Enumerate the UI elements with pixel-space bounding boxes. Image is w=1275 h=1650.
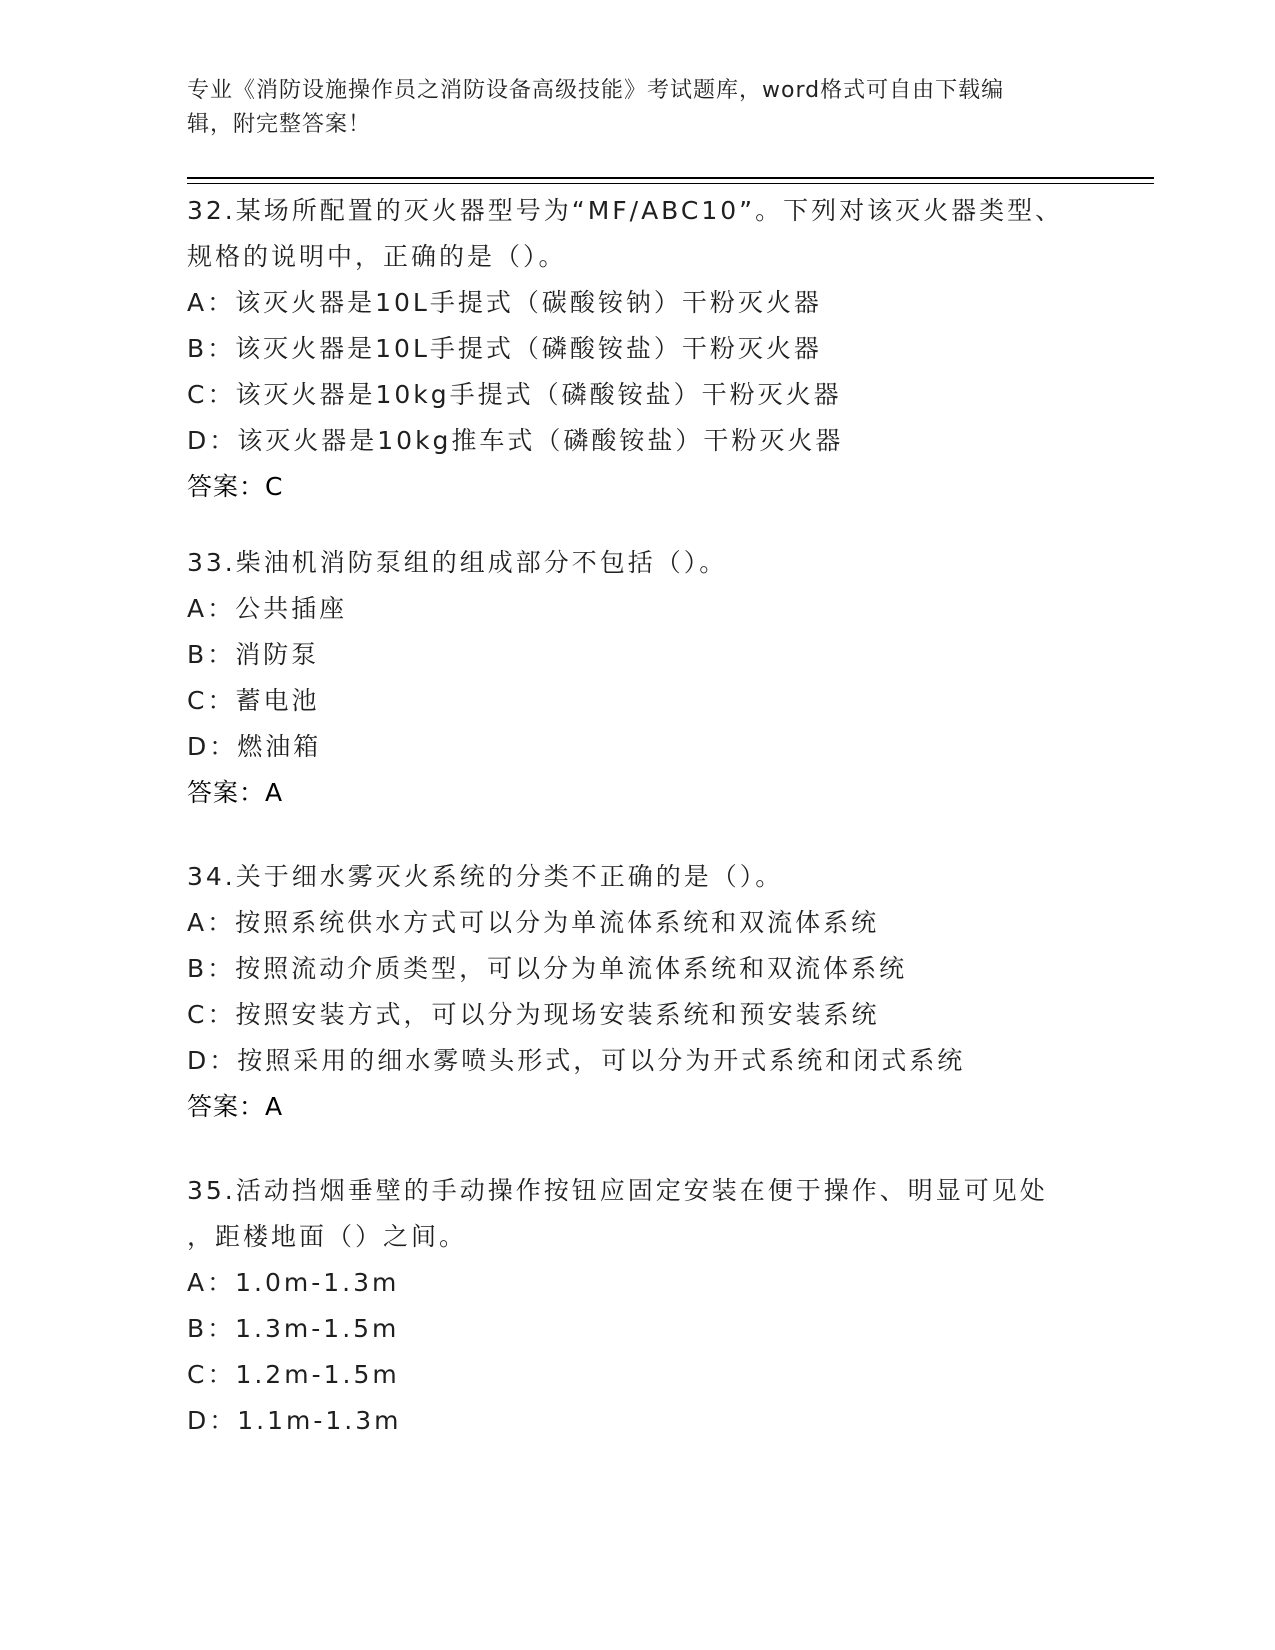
option-d: D：该灭火器是10kg推车式（磷酸铵盐）干粉灭火器 <box>187 426 844 455</box>
option-a: A：该灭火器是10L手提式（碳酸铵钠）干粉灭火器 <box>187 288 822 317</box>
answer-line: 答案：A <box>187 1092 284 1121</box>
option-a: A：按照系统供水方式可以分为单流体系统和双流体系统 <box>187 908 880 937</box>
question-33 <box>187 540 1087 816</box>
question-text-line: 35.活动挡烟垂壁的手动操作按钮应固定安装在便于操作、明显可见处 <box>187 1176 1048 1205</box>
option-d: D：燃油箱 <box>187 732 322 761</box>
header-divider-thin <box>187 183 1154 184</box>
header-line-1: 专业《消防设施操作员之消防设备高级技能》考试题库，word格式可自由下载编 <box>187 78 1005 103</box>
option-b: B：按照流动介质类型，可以分为单流体系统和双流体系统 <box>187 954 908 983</box>
question-34 <box>187 854 1087 1130</box>
question-text-line: 34.关于细水雾灭火系统的分类不正确的是（）。 <box>187 862 784 891</box>
question-35 <box>187 1168 1087 1444</box>
option-d: D：按照采用的细水雾喷头形式，可以分为开式系统和闭式系统 <box>187 1046 966 1075</box>
question-text-line: 32.某场所配置的灭火器型号为“MF/ABC10”。下列对该灭火器类型、 <box>187 196 1064 225</box>
question-text-line: 规格的说明中，正确的是（）。 <box>187 242 567 271</box>
header-line-2: 辑，附完整答案！ <box>187 112 372 137</box>
document-header <box>187 74 1087 142</box>
option-c: C：该灭火器是10kg手提式（磷酸铵盐）干粉灭火器 <box>187 380 842 409</box>
question-text-line: 33.柴油机消防泵组的组成部分不包括（）。 <box>187 548 728 577</box>
option-c: C：按照安装方式，可以分为现场安装系统和预安装系统 <box>187 1000 880 1029</box>
option-d: D：1.1m-1.3m <box>187 1406 402 1435</box>
question-32 <box>187 188 1087 510</box>
option-a: A：1.0m-1.3m <box>187 1268 400 1297</box>
header-divider-thick <box>187 177 1154 179</box>
option-b: B：消防泵 <box>187 640 320 669</box>
answer-line: 答案：A <box>187 778 284 807</box>
option-b: B：1.3m-1.5m <box>187 1314 400 1343</box>
option-c: C：蓄电池 <box>187 686 320 715</box>
option-a: A：公共插座 <box>187 594 348 623</box>
answer-line: 答案：C <box>187 472 284 501</box>
option-c: C：1.2m-1.5m <box>187 1360 400 1389</box>
option-b: B：该灭火器是10L手提式（磷酸铵盐）干粉灭火器 <box>187 334 822 363</box>
question-text-line: ，距楼地面（）之间。 <box>187 1222 468 1251</box>
